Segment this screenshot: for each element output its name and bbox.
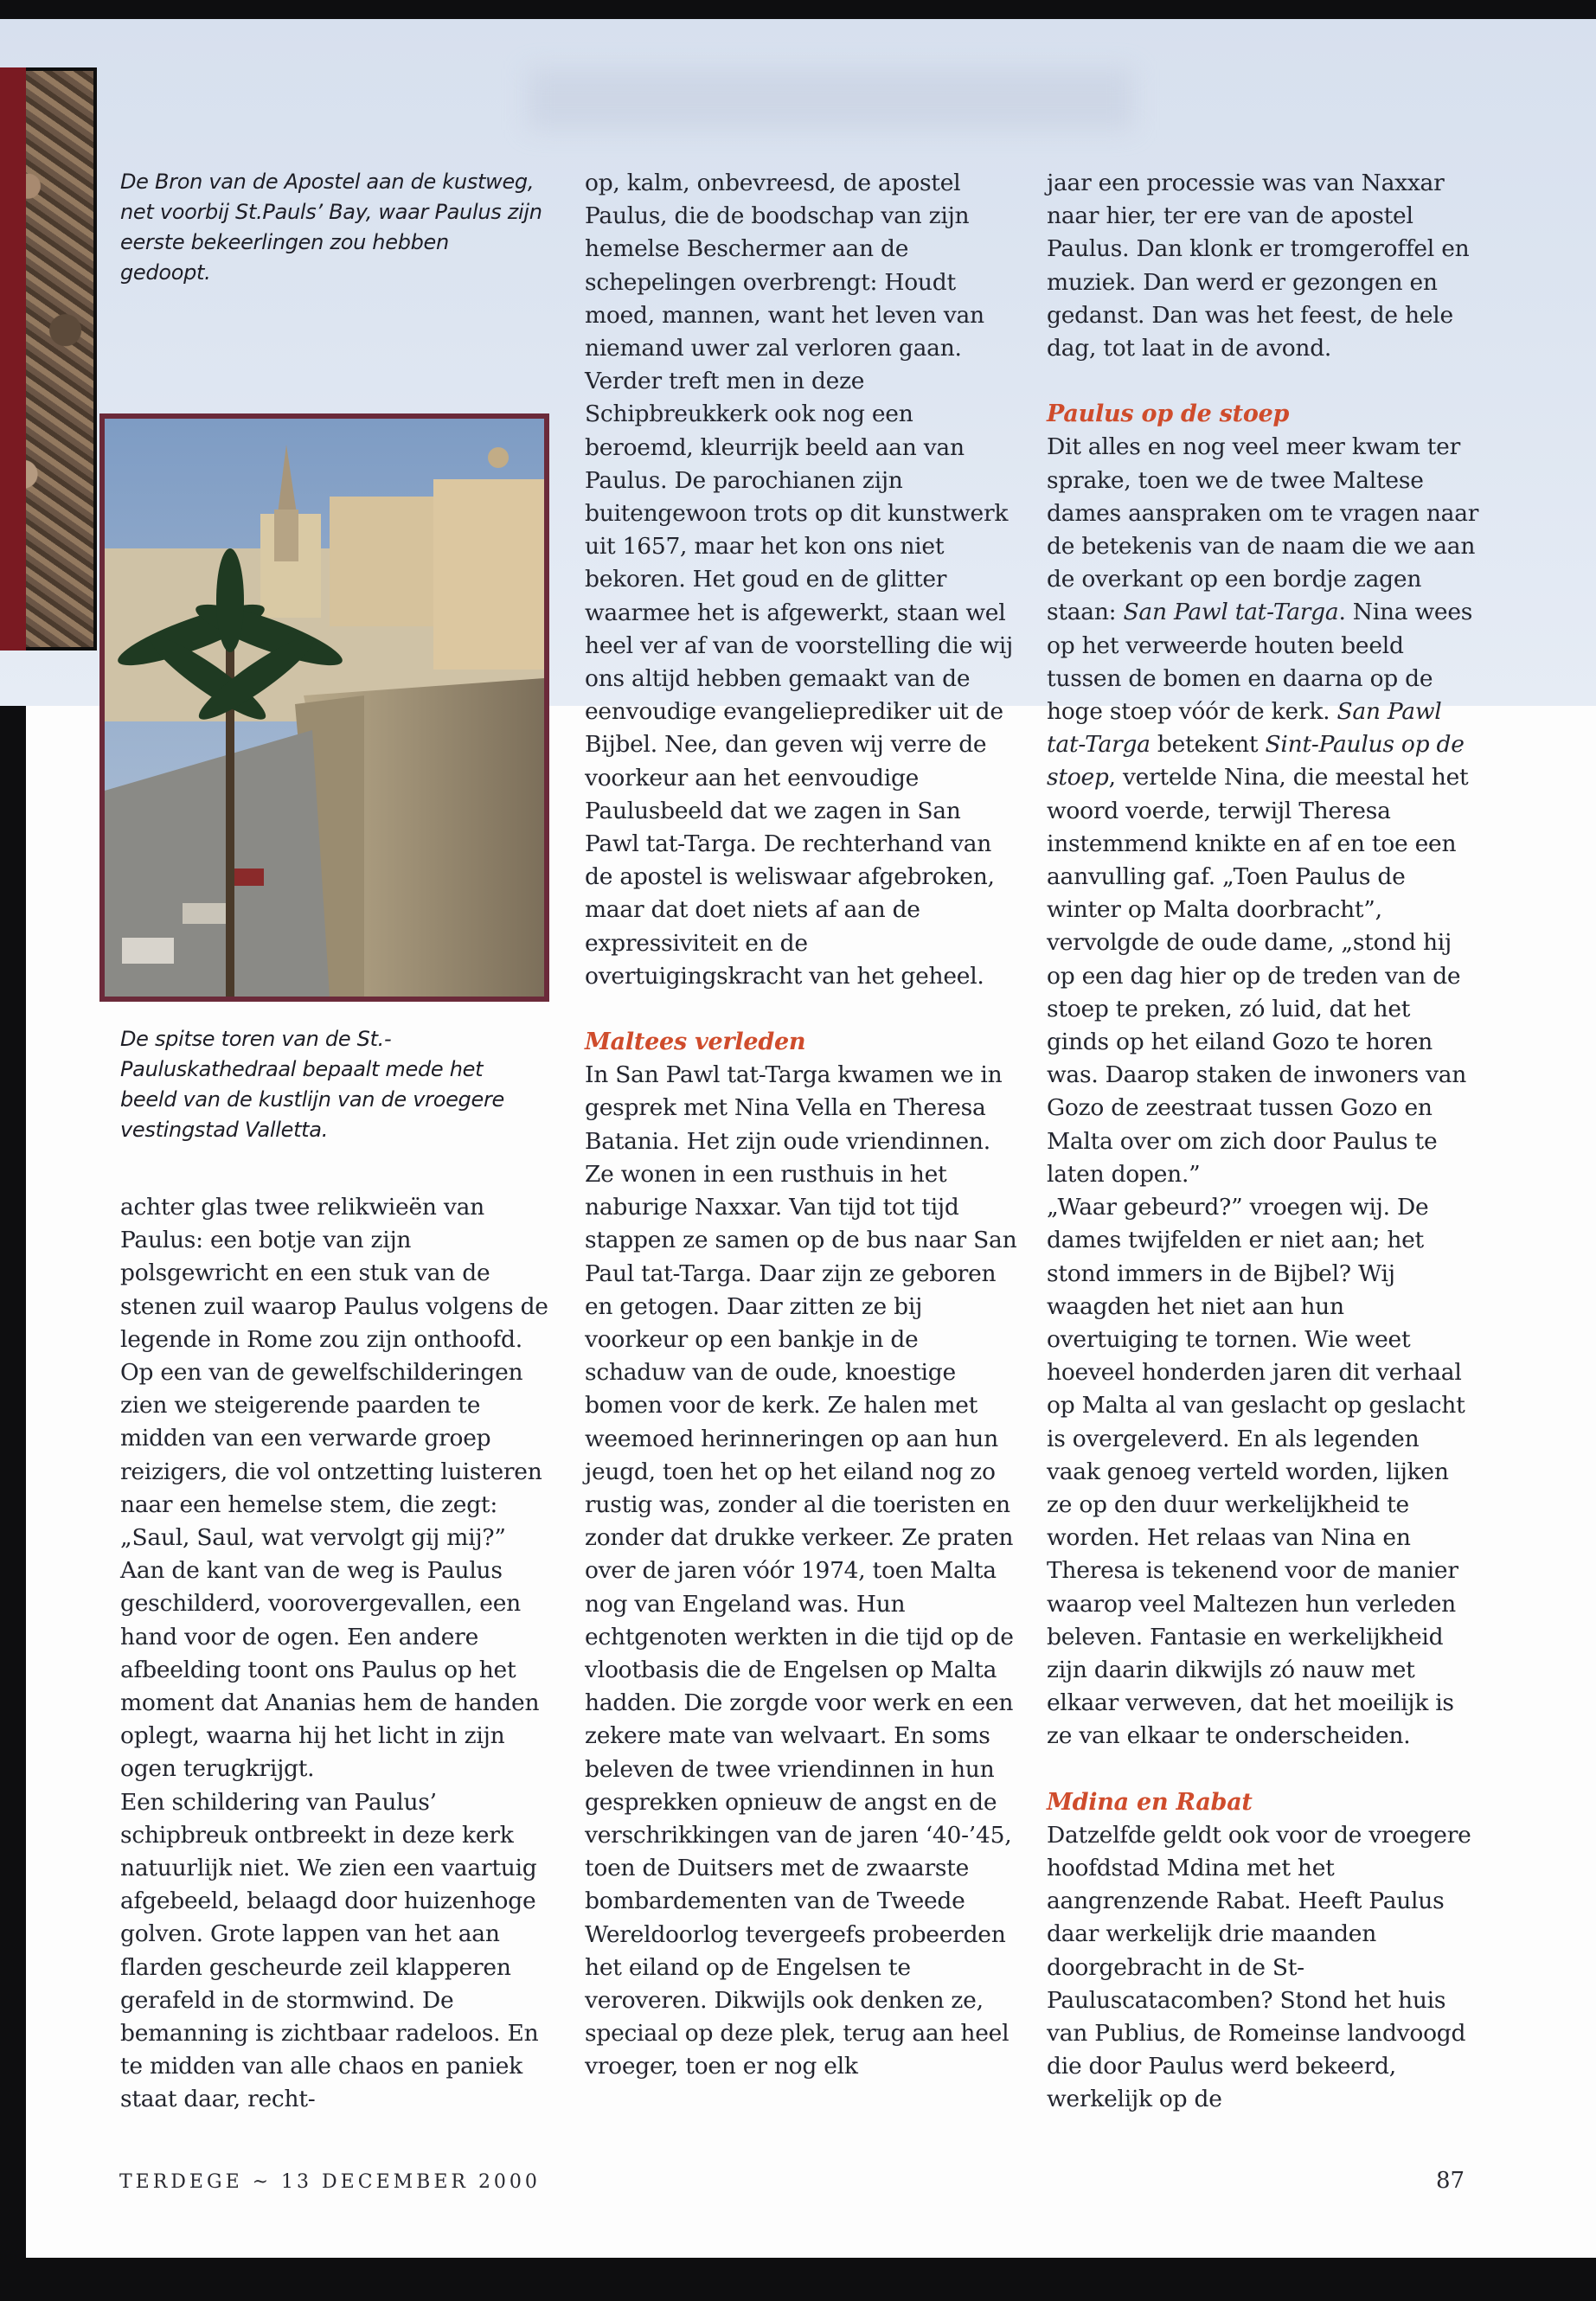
scan-border-top — [0, 0, 1596, 19]
col2-paragraph-3: In San Pawl tat-Targa kwamen we in gesprek met Nina Vella en Theresa Batania. Het zijn oude vriendinnen. Ze wonen in een rusthuis in het naburige Naxxar. Van tijd tot tijd stappen ze samen op de bus naar San Paul tat-Targa. Daar zijn ze geboren en getogen. Daar zitten ze bij voorkeur op een bankje in de schaduw van de oude, knoestige bomen voor de kerk. Ze halen met weemoed herinneringen op aan hun jeugd, toen het op het eiland nog zo rustig was, zonder al die toeristen en zonder dat drukke verkeer. Ze praten over de jaren vóór 1974, toen Malta nog van Engeland was. Hun echtgenoten werkten in die tijd op de vlootbasis die de Engelsen op Malta hadden. Die zorgde voor werk en een zekere mate van welvaart. En soms beleven de twee vriendinnen in hun gesprekken opnieuw de angst en de verschrikkingen van de jaren ‘40-’45, toen de Duitsers met de zwaarste bombardementen van de Tweede Wereldoorlog tevergeefs probeerden het eiland op de Engelsen te veroveren. Dikwijls ook denken ze, speciaal op deze plek, terug aan heel vroeger, toen er nog elk — [585, 1061, 1017, 2080]
column-3 — [1047, 167, 1479, 2117]
col3-paragraph-3: „Waar gebeurd?” vroegen wij. De dames twijfelden er niet aan; het stond immers in de Bijbel? Wij waagden het niet aan hun overtuiging te tornen. Wie weet hoeveel honderden jaren dit verhaal op Malta al van geslacht op geslacht is overgeleverd. En als legenden vaak genoeg verteld worden, lijken ze op den duur werkelijkheid te worden. Het relaas van Nina en Theresa is tekenend voor de manier waarop veel Maltezen hun verleden beleven. Fantasie en werkelijkheid zijn daarin dikwijls zó nauw met elkaar verweven, dat het moeilijk is ze van elkaar te onderscheiden. — [1047, 1194, 1465, 1750]
col3-paragraph-4: Datzelfde geldt ook voor de vroegere hoofdstad Mdina met het aangrenzende Rabat. Heeft Paulus daar werkelijk drie maanden doorgebracht in de St-Pauluscatacomben? Stond het huis van Publius, de Romeinse landvoogd die door Paulus werd bekeerd, werkelijk op de — [1047, 1821, 1471, 2113]
church-dome — [488, 447, 509, 468]
valletta-photo — [99, 413, 549, 1002]
column-1 — [120, 1191, 554, 2117]
scan-border-left — [0, 706, 26, 2258]
heading-paulus-op-de-stoep: Paulus op de stoep — [1047, 401, 1290, 428]
text-run: , vertelde Nina, die meestal het woord voerde, terwijl Theresa instemmend knikte en af en toe een aanvulling gaf. „Toen Paulus de winter op Malta doorbracht”, vervolgde de oude dame, „stond hij op een dag hier op de treden van de stoep te preken, zó luid, dat het ginds op het eiland Gozo te horen was. Daarop staken de inwoners van Gozo de zeestraat tussen Gozo en Malta over om zich door Paulus te laten dopen.” — [1047, 764, 1469, 1188]
text-run: betekent — [1150, 731, 1266, 759]
rock-photo-shadow — [0, 67, 26, 651]
page-number: 87 — [1436, 2168, 1465, 2194]
spacer — [1047, 365, 1479, 398]
text-run: . Nina wees op het verweerde houten beeld tussen de bomen en daarna op de hoge stoep vóór de kerk. — [1047, 599, 1473, 726]
heading-maltees-verleden: Maltees verleden — [585, 1029, 806, 1056]
valletta-illustration — [105, 419, 544, 997]
col2-paragraph-2: Verder treft men in deze Schipbreukkerk ook nog een beroemd, kleurrijk beeld aan van Paulus. De parochianen zijn buitengewoon trots op dit kunstwerk uit 1657, maar het kon ons niet bekoren. Het goud en de glitter waarmee het is afgewerkt, staan wel heel ver af van de voorstelling die wij ons altijd hebben gemaakt van de eenvoudige evangelieprediker uit de Bijbel. Nee, dan geven wij verre de voorkeur aan het eenvoudige Paulusbeeld dat we zagen in San Pawl tat-Targa. De rechterhand van de apostel is weliswaar afgebroken, maar dat doet niets af aan de expressiviteit en de overtuigingskracht van het geheel. — [585, 368, 1013, 990]
caption-spring-of-apostle: De Bron van de Apostel aan de kustweg, net voorbij St.Pauls’ Bay, waar Paulus zijn eerste bekeerlingen zou hebben gedoopt. — [120, 170, 542, 285]
col2-paragraph-1: op, kalm, onbevreesd, de apostel Paulus, die de boodschap van zijn hemelse Beschermer aan de schepelingen overbrengt: Houdt moed, mannen, want het leven van niemand uwer zal verloren gaan. — [585, 170, 984, 362]
col1-paragraph-1: achter glas twee relikwieën van Paulus: een botje van zijn polsgewricht en een stuk van de stenen zuil waarop Paulus volgens de legende in Rome zou zijn onthoofd. Op een van de gewelfschilderingen zien we steigerende paarden te midden van een verwarde groep reizigers, die vol ontzetting luisteren naar een hemelse stem, die zegt: „Saul, Saul, wat vervolgt gij mij?” Aan de kant van de weg is Paulus geschilderd, voorovergevallen, een hand voor de ogen. Een andere afbeelding toont ons Paulus op het moment dat Ananias hem de handen oplegt, waarna hij het licht in zijn ogen terugkrijgt. — [120, 1194, 548, 1783]
col3-paragraph-1: jaar een processie was van Naxxar naar hier, ter ere van de apostel Paulus. Dan klonk er tromgeroffel en muziek. Dan werd er gezongen en gedanst. Dan was het feest, de hele dag, tot laat in de avond. — [1047, 170, 1470, 362]
heading-mdina-en-rabat: Mdina en Rabat — [1047, 1788, 1253, 1816]
col1-paragraph-2: Een schildering van Paulus’ schipbreuk ontbreekt in deze kerk natuurlijk niet. We zien een vaartuig afgebeeld, belaagd door huizenhoge golven. Grote lappen van het aan flarden gescheurde zeil klapperen gerafeld in de stormwind. De bemanning is zichtbaar radeloos. En te midden van alle chaos en paniek staat daar, recht- — [120, 1788, 539, 2113]
text-run: Dit alles en nog veel meer kwam ter sprake, toen we de twee Maltese dames aanspraken om te vragen naar de betekenis van de naam die we aan de overkant op een bordje zagen staan: — [1047, 433, 1479, 626]
caption-valletta-photo: De spitse toren van de St.-Pauluskathedraal bepaalt mede het beeld van de kustlijn van de vroegere vestingstad Valletta. — [120, 1027, 504, 1142]
spacer — [1047, 1753, 1479, 1786]
building-block — [433, 479, 544, 670]
sky-haze — [528, 69, 1133, 130]
spacer — [585, 993, 1017, 1026]
parked-car — [122, 938, 174, 964]
parked-car — [183, 903, 226, 924]
footer-publication: TERDEGE ~ 13 DECEMBER 2000 — [119, 2171, 541, 2193]
place-name-translation: Sint-Paulus op de stoep — [1047, 731, 1465, 792]
cathedral-tower — [274, 510, 298, 561]
scan-border-bottom — [0, 2258, 1596, 2301]
building-block — [330, 497, 433, 626]
place-name: San Pawl tat-Targa — [1123, 599, 1339, 626]
col3-paragraph-2 — [1047, 431, 1479, 1191]
place-name: San Pawl tat-Targa — [1047, 698, 1442, 759]
column-2 — [585, 167, 1017, 2084]
